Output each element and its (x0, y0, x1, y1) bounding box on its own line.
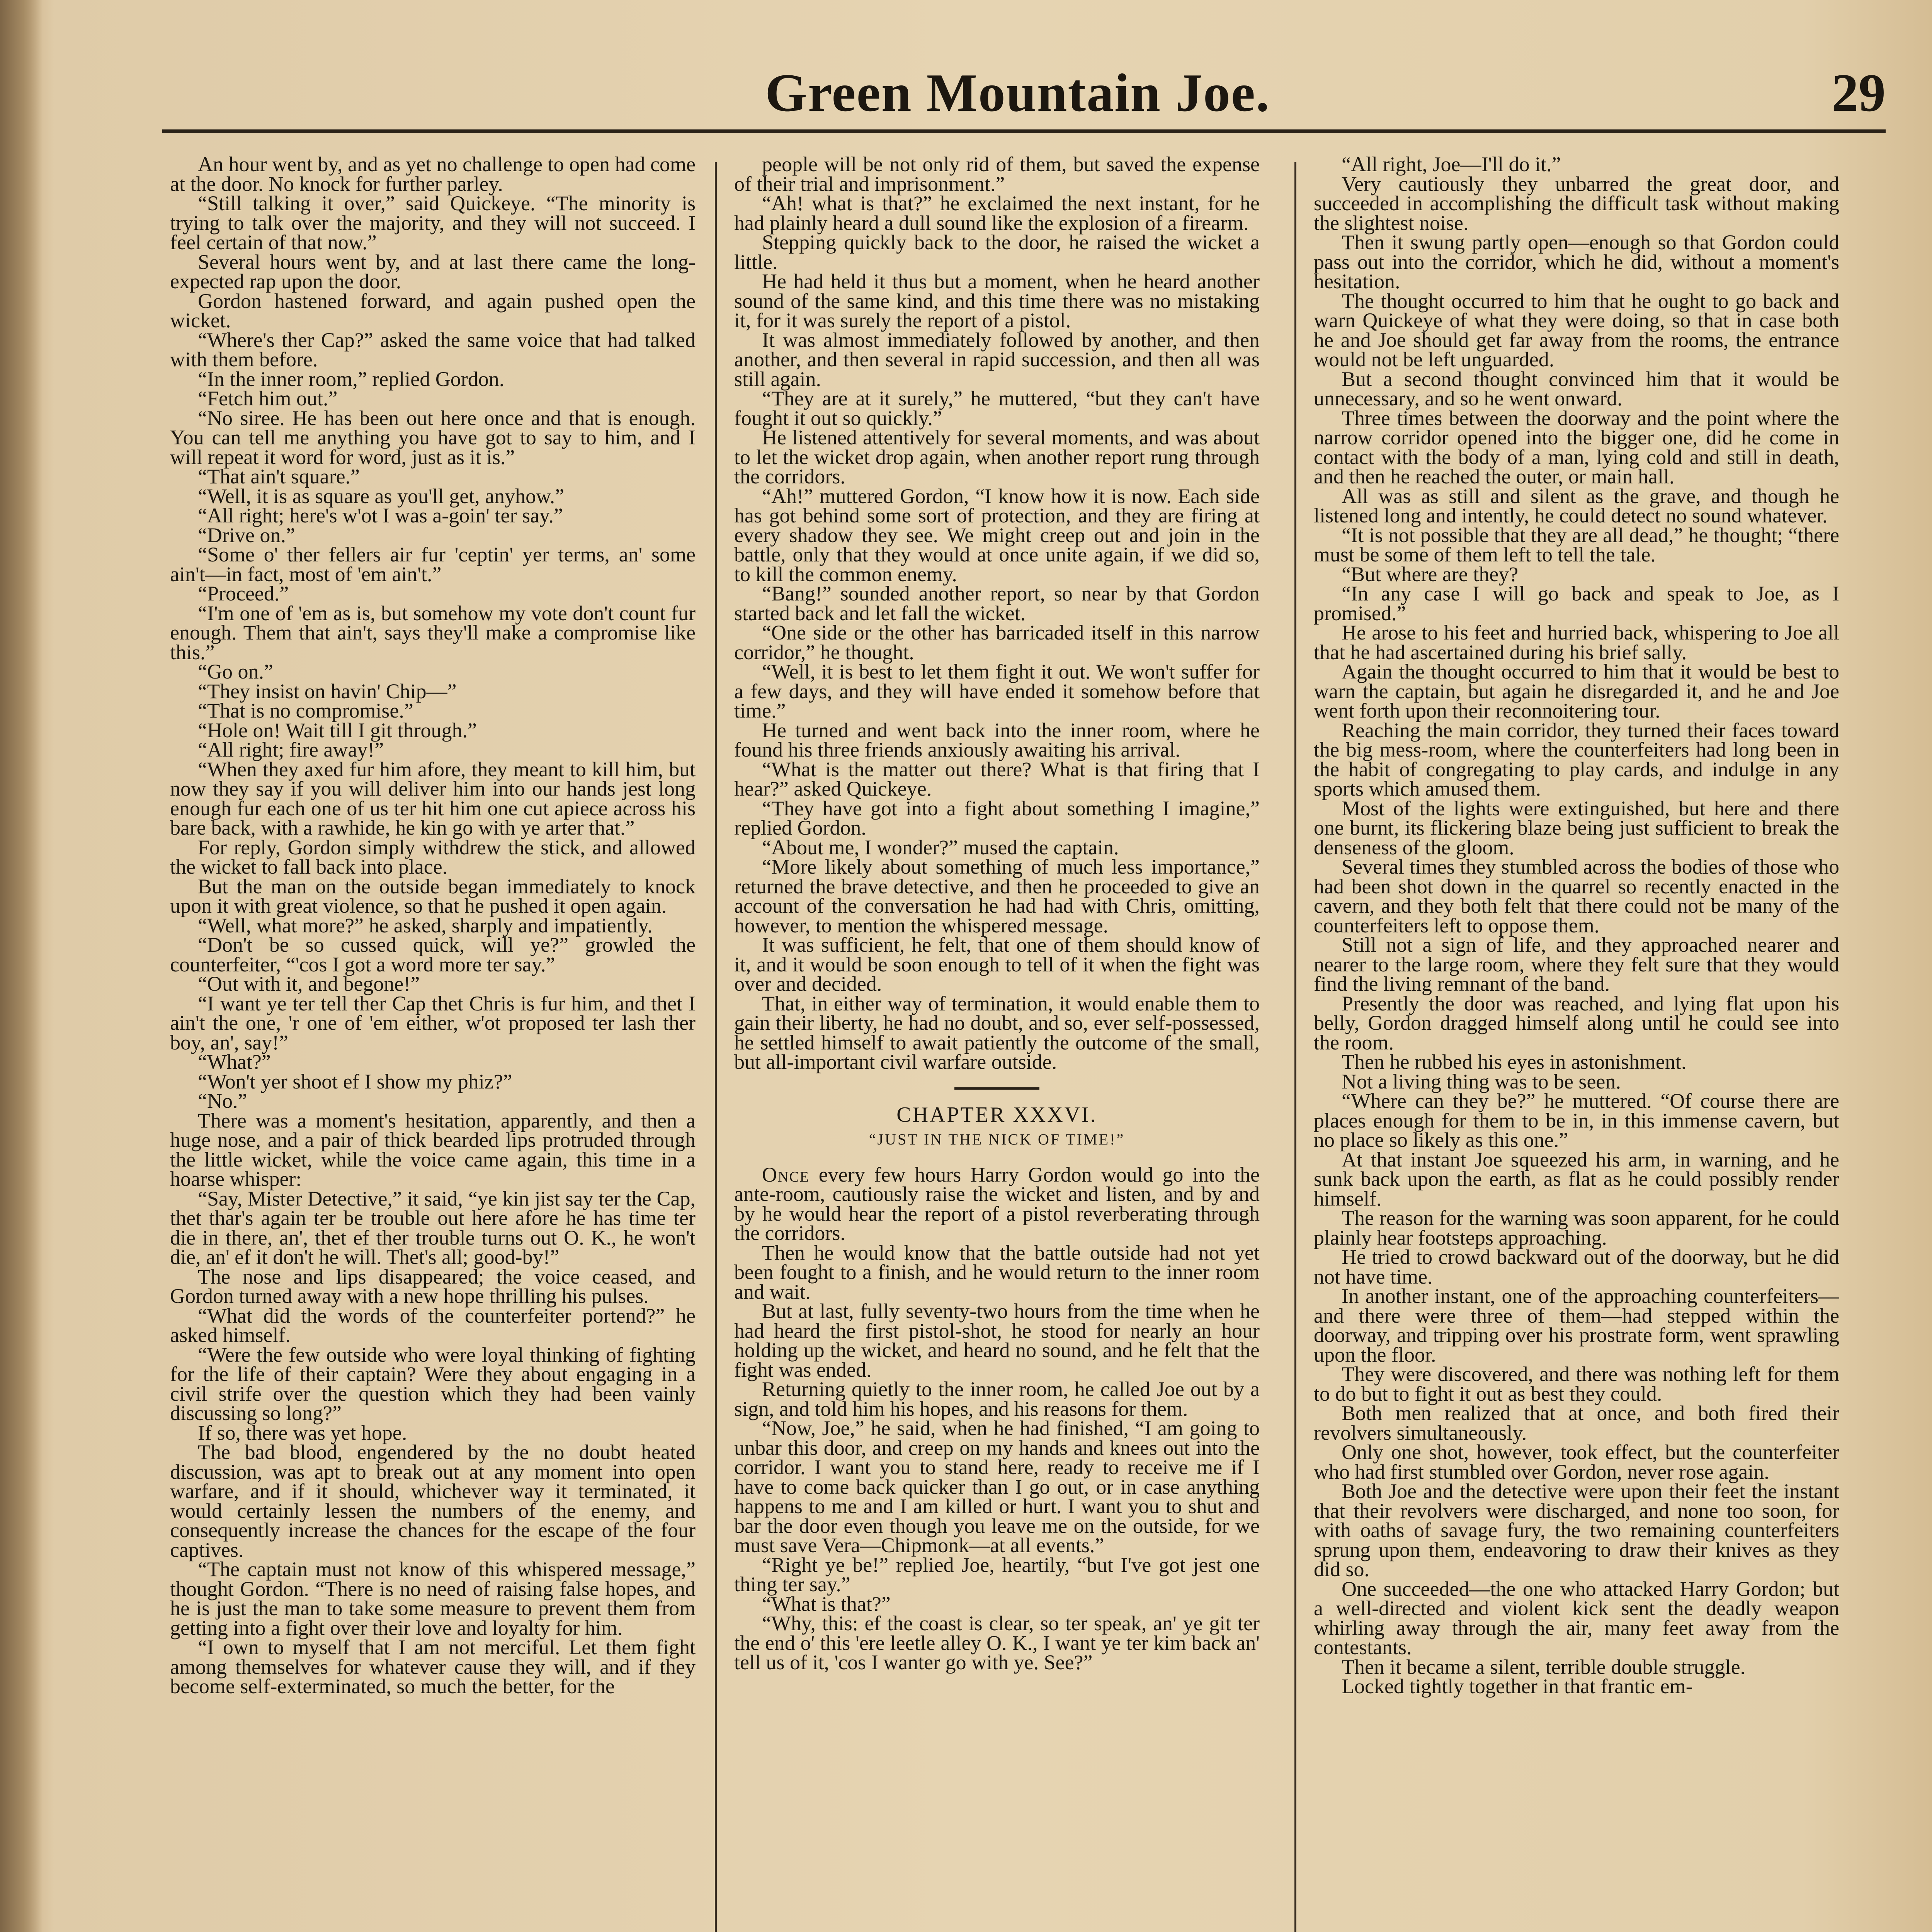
paragraph: “Bang!” sounded another report, so near by that Gordon started back and let fall the wicket. (734, 582, 1260, 625)
paragraph: It was sufficient, he felt, that one of them should know of it, and it would be soon enough to tell of it when the fight was over and decided. (734, 933, 1260, 995)
page-header (162, 58, 1886, 135)
paragraph: An hour went by, and as yet no challenge to open had come at the door. No knock for further parley. (170, 155, 696, 196)
paragraph: “Ah! what is that?” he exclaimed the next instant, for he had plainly heard a dull sound like the explosion of a firearm. (734, 192, 1260, 235)
chapter-first-paragraph-text: every few hours Harry Gordon would go into the ante-room, cautiously raise the wicket and listen, and by and by he would hear the report of a pistol reverberating through the corridors. (734, 1163, 1260, 1245)
paragraph: “Now, Joe,” he said, when he had finished, “I am going to unbar this door, and creep on my hands and knees out into the corridor. I want you to stand here, ready to receive me if I have to come back quicker than I go out, or in case anything happens to me and I am killed or hurt. I want you to shut and bar the door even though you leave me on the outside, for we must save Vera—Chipmonk—at all events.” (734, 1417, 1260, 1557)
paragraph: “It is not possible that they are all dead,” he thought; “there must be some of them left to tell the tale. (1314, 523, 1839, 566)
paragraph: “I'm one of 'em as is, but somehow my vote don't count fur enough. Them that ain't, says they'll make a compromise like this.” (170, 601, 696, 664)
paragraph: Very cautiously they unbarred the great door, and succeeded in accomplishing the difficult task without making the slightest noise. (1314, 172, 1839, 235)
paragraph: “When they axed fur him afore, they meant to kill him, but now they say if you will deliver him into our hands jest long enough fur each one of us ter hit him one cut apiece across his bare back, with a rawhide, he kin go with ye arter that.” (170, 757, 696, 839)
paragraph: Presently the door was reached, and lying flat upon his belly, Gordon dragged himself along until he could see into the room. (1314, 992, 1839, 1054)
paragraph: “In the inner room,” replied Gordon. (198, 367, 505, 391)
paragraph: Locked tightly together in that frantic em- (1342, 1675, 1693, 1698)
paragraph: Then it swung partly open—enough so that Gordon could pass out into the corridor, which he did, without a moment's hesitation. (1314, 231, 1839, 293)
paragraph: Not a living thing was to be seen. (1342, 1070, 1621, 1093)
paragraph: “Don't be so cussed quick, will ye?” growled the counterfeiter, “'cos I got a word more ter say.” (170, 933, 696, 976)
paragraph: Several hours went by, and at last there came the long-expected rap upon the door. (170, 250, 696, 293)
paragraph: Then he rubbed his eyes in astonishment. (1342, 1050, 1687, 1073)
paragraph: “They are at it surely,” he muttered, “but they can't have fought it out so quickly.” (734, 387, 1260, 430)
paragraph: For reply, Gordon simply withdrew the stick, and allowed the wicket to fall back into place. (170, 835, 696, 878)
paragraph: Then he would know that the battle outside had not yet been fought to a finish, and he would return to the inner room and wait. (734, 1241, 1260, 1303)
paragraph: “Where's ther Cap?” asked the same voice that had talked with them before. (170, 328, 696, 371)
chapter-opening-word: Once (762, 1163, 810, 1186)
paragraph: One succeeded—the one who attacked Harry Gordon; but a well-directed and violent kick sent the deadly weapon whirling away through the air, many feet away from the contestants. (1314, 1577, 1839, 1659)
paragraph: Both Joe and the detective were upon their feet the instant that their revolvers were discharged, and none too soon, for with oaths of savage fury, the two remaining counterfeiters sprung upon them, endeavoring to draw their knives as they did so. (1314, 1480, 1839, 1581)
paragraph: “Still talking it over,” said Quickeye. “The minority is trying to talk over the majority, and they will not succeed. I feel certain of that now.” (170, 192, 696, 254)
paragraph: “What is that?” (762, 1592, 891, 1616)
paragraph: “What?” (198, 1050, 271, 1073)
paragraph: “Proceed.” (198, 582, 289, 605)
paragraph: Both men realized that at once, and both fired their revolvers simultaneously. (1314, 1401, 1839, 1444)
chapter-heading: CHAPTER XXXVI. (896, 1102, 1097, 1127)
paragraph: “What is the matter out there? What is that firing that I hear?” asked Quickeye. (734, 757, 1260, 800)
text-column-3 (1314, 155, 1839, 1932)
paragraph: They were discovered, and there was nothing left for them to do but to fight it out as best they could. (1314, 1362, 1839, 1405)
paragraph: But the man on the outside began immediately to knock upon it with great violence, so that he pushed it open again. (170, 874, 696, 917)
paragraph: Reaching the main corridor, they turned their faces toward the big mess-room, where the counterfeiters had long been in the habit of congregating to play cards, and indulge in any sports which amused them. (1314, 718, 1839, 800)
paragraph: “What did the words of the counterfeiter portend?” he asked himself. (170, 1304, 696, 1347)
paragraph: “All right, Joe—I'll do it.” (1342, 155, 1561, 176)
paragraph: If so, there was yet hope. (198, 1421, 407, 1444)
paragraph: “Out with it, and begone!” (198, 972, 420, 995)
binding-edge (0, 0, 43, 1932)
paragraph: “Go on.” (198, 660, 273, 683)
paragraph: “More likely about something of much less importance,” returned the brave detective, and then he proceeded to give an account of the conversation he had had with Chris, omitting, however, to mention the whispered message. (734, 855, 1260, 937)
paragraph: “They have got into a fight about something I imagine,” replied Gordon. (734, 796, 1260, 839)
paragraph: He had held it thus but a moment, when he heard another sound of the same kind, and this time there was no mistaking it, for it was surely the report of a pistol. (734, 270, 1260, 332)
chapter-first-paragraph (734, 1165, 1260, 1243)
paragraph: At that instant Joe squeezed his arm, in warning, and he sunk back upon the earth, as flat as he could possibly render himself. (1314, 1148, 1839, 1210)
paragraph: “Well, it is as square as you'll get, anyhow.” (198, 484, 565, 508)
paragraph: “Hole on! Wait till I git through.” (198, 718, 477, 742)
paragraph: Most of the lights were extinguished, but here and there one burnt, its flickering blaze being just sufficient to break the denseness of the gloom. (1314, 796, 1839, 859)
column-divider (1294, 162, 1296, 1932)
paragraph: It was almost immediately followed by another, and then another, and then several in rapid succession, and then all was still again. (734, 328, 1260, 391)
paragraph: “That ain't square.” (198, 465, 360, 488)
running-title: Green Mountain Joe. (765, 63, 1270, 123)
paragraph: “I own to myself that I am not merciful. Let them fight among themselves for whatever cause they will, and if they become self-exterminated, so much the better, for the (170, 1636, 696, 1698)
paragraph: “No siree. He has been out here once and that is enough. You can tell me anything you have got to say to him, and I will repeat it word for word, just as it is.” (170, 406, 696, 469)
paragraph: Three times between the doorway and the point where the narrow corridor opened into the bigger one, did he come in contact with the body of a man, lying cold and still in death, and then he reached the outer, or main hall. (1314, 406, 1839, 488)
paragraph: That, in either way of termination, it would enable them to gain their liberty, he had no doubt, and so, ever self-possessed, he settled himself to await patiently the outcome of the small, but all-important civil warfare outside. (734, 992, 1260, 1073)
paragraph: “Well, what more?” he asked, sharply and impatiently. (198, 913, 653, 937)
paragraph: “Drive on.” (198, 523, 295, 547)
paragraph: Returning quietly to the inner room, he called Joe out by a sign, and told him his hopes, and his reasons for them. (734, 1378, 1260, 1420)
paragraph: He turned and went back into the inner room, where he found his three friends anxiously awaiting his arrival. (734, 718, 1260, 761)
paragraph: “Say, Mister Detective,” it said, “ye kin jist say ter the Cap, thet thar's again ter be trouble out here afore he has time ter die in there, an', thet ef ther trouble turns out O. K., he won't die, an' ef it don't he will. Thet's all; good-by!” (170, 1187, 696, 1269)
paragraph: “Well, it is best to let them fight it out. We won't suffer for a few days, and they will have ended it somehow before that time.” (734, 660, 1260, 722)
paragraph: He arose to his feet and hurried back, whispering to Joe all that he had ascertained during his brief sally. (1314, 621, 1839, 664)
chapter-separator-rule (954, 1087, 1039, 1090)
paragraph: The nose and lips disappeared; the voice ceased, and Gordon turned away with a new hope thrilling his pulses. (170, 1265, 696, 1308)
paragraph: The reason for the warning was soon apparent, for he could plainly hear footsteps approaching. (1314, 1206, 1839, 1249)
paragraph: “All right; fire away!” (198, 738, 384, 761)
paragraph: “That is no compromise.” (198, 699, 413, 722)
paragraph: “Some o' ther fellers air fur 'ceptin' yer terms, an' some ain't—in fact, most of 'em ain't.” (170, 543, 696, 586)
paragraph: Still not a sign of life, and they approached nearer and nearer to the large room, where they felt sure that they would find the living remnant of the band. (1314, 933, 1839, 995)
paragraph: “Ah!” muttered Gordon, “I know how it is now. Each side has got behind some sort of protection, and they are firing at every shadow they see. We might creep out and join in the battle, only that they would at once unite again, if we did so, to kill the common enemy. (734, 484, 1260, 586)
paragraph: “Were the few outside who were loyal thinking of fighting for the life of their captain? Were they about engaging in a civil strife over the question which they had been vainly discussing so long?” (170, 1343, 696, 1425)
paragraph: The thought occurred to him that he ought to go back and warn Quickeye of what they were doing, so that in case both he and Joe should get far away from the rooms, the entrance would not be left unguarded. (1314, 289, 1839, 371)
paragraph: But at last, fully seventy-two hours from the time when he had heard the first pistol-shot, he stood for nearly an hour holding up the wicket, and heard no sound, and he felt that the fight was ended. (734, 1299, 1260, 1381)
paragraph: “Why, this: ef the coast is clear, so ter speak, an' ye git ter the end o' this 'ere leetle alley O. K., I want ye ter kim back an' tell us of it, 'cos I wanter go with ye. See?” (734, 1612, 1260, 1674)
paragraph: All was as still and silent as the grave, and though he listened long and intently, he could detect no sound whatever. (1314, 484, 1839, 527)
paragraph: Several times they stumbled across the bodies of those who had been shot down in the quarrel so recently enacted in the cavern, and they both felt that there could not be many of the counterfeiters left to oppose them. (1314, 855, 1839, 937)
paragraph: The bad blood, engendered by the no doubt heated discussion, was apt to break out at any moment into open warfare, and if it should, whichever way it terminated, it would certainly lessen the numbers of the enemy, and consequently increase the chances for the escape of the four captives. (170, 1440, 696, 1561)
paragraph: Gordon hastened forward, and again pushed open the wicket. (170, 289, 696, 332)
paragraph: “All right; here's w'ot I was a-goin' ter say.” (198, 504, 563, 527)
paragraph: people will be not only rid of them, but saved the expense of their trial and imprisonment.” (734, 155, 1260, 196)
paragraph: “Right ye be!” replied Joe, heartily, “but I've got jest one thing ter say.” (734, 1553, 1260, 1596)
paragraph: But a second thought convinced him that it would be unnecessary, and so he went onward. (1314, 367, 1839, 410)
paragraph: Again the thought occurred to him that it would be best to warn the captain, but again he disregarded it, and he and Joe went forth upon their reconnoitering tour. (1314, 660, 1839, 722)
text-column-2 (734, 155, 1260, 1932)
paragraph: There was a moment's hesitation, apparently, and then a huge nose, and a pair of thick bearded lips protruded through the little wicket, while the voice came again, this time in a hoarse whisper: (170, 1109, 696, 1190)
paragraph: “About me, I wonder?” mused the captain. (762, 835, 1119, 859)
paragraph: Only one shot, however, took effect, but the counterfeiter who had first stumbled over Gordon, never rose again. (1314, 1440, 1839, 1483)
page-number: 29 (1832, 63, 1886, 123)
paragraph: Then it became a silent, terrible double struggle. (1342, 1655, 1746, 1679)
chapter-subtitle: “JUST IN THE NICK OF TIME!” (869, 1131, 1125, 1148)
paragraph: He listened attentively for several moments, and was about to let the wicket drop again, when another report rung through the corridors. (734, 426, 1260, 488)
paragraph: “But where are they? (1342, 562, 1519, 586)
paragraph: “They insist on havin' Chip—” (198, 679, 457, 703)
text-column-1 (170, 155, 696, 1932)
paragraph: “One side or the other has barricaded itself in this narrow corridor,” he thought. (734, 621, 1260, 664)
paragraph: “In any case I will go back and speak to Joe, as I promised.” (1314, 582, 1839, 625)
paragraph: “The captain must not know of this whispered message,” thought Gordon. “There is no need of raising false hopes, and he is just the man to take some measure to prevent them from getting into a fight over their love and loyalty for him. (170, 1558, 696, 1639)
paragraph: “Fetch him out.” (198, 387, 338, 410)
paragraph: “Won't yer shoot ef I show my phiz?” (198, 1070, 512, 1093)
paragraph: “I want ye ter tell ther Cap thet Chris is fur him, and thet I ain't the one, 'r one of 'em either, w'ot proposed ter lash ther boy, an', say!” (170, 992, 696, 1054)
paragraph: “Where can they be?” he muttered. “Of course there are places enough for them to be in, in this immense cavern, but no place so likely as this one.” (1314, 1089, 1839, 1151)
column-divider (715, 162, 717, 1932)
paragraph: Stepping quickly back to the door, he raised the wicket a little. (734, 231, 1260, 274)
column-2-part-b (734, 1243, 1260, 1672)
paragraph: In another instant, one of the approaching counterfeiters—and there were three of them—had stepped within the doorway, and tripping over his prostrate form, went sprawling upon the floor. (1314, 1284, 1839, 1366)
header-rule (162, 129, 1886, 133)
paragraph: “No.” (198, 1089, 247, 1112)
paragraph: He tried to crowd backward out of the doorway, but he did not have time. (1314, 1245, 1839, 1288)
column-2-part-a (734, 155, 1260, 1072)
